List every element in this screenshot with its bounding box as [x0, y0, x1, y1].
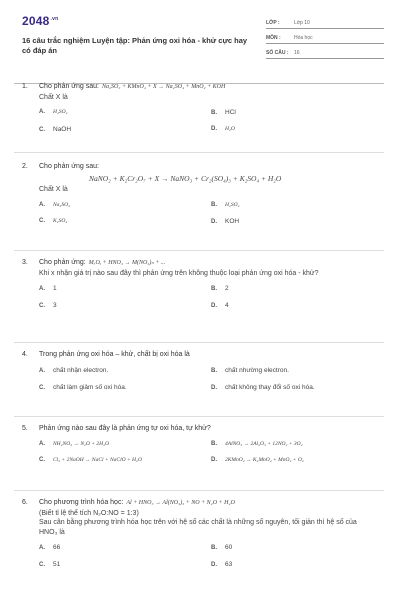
option-letter: D. — [211, 303, 217, 309]
option-b[interactable] — [211, 544, 383, 551]
option-text: chất làm giảm số oxi hóa. — [53, 383, 127, 391]
option-d[interactable] — [211, 126, 383, 133]
question-body — [39, 350, 372, 360]
option-text: Na₂SO₄ — [53, 201, 70, 208]
site-logo[interactable] — [22, 14, 257, 28]
option-text: chất không thay đổi số oxi hóa. — [225, 383, 315, 391]
option-letter: B. — [211, 545, 217, 551]
question-divider — [14, 490, 384, 491]
option-letter: B. — [211, 367, 217, 374]
logo-number: 2048 — [22, 14, 50, 28]
option-letter: B. — [211, 201, 217, 208]
option-text: 4 — [225, 302, 229, 309]
option-text: 63 — [225, 561, 233, 568]
question-header — [22, 350, 372, 360]
option-text: 1 — [53, 285, 57, 292]
option-d[interactable] — [211, 302, 383, 309]
question-line: Khi x nhận giá trị nào sau đây thì phản ứng trên không thuộc loại phản ứng oxi hóa - khử? — [39, 269, 319, 277]
question-equation: NaNO₂ + K₂Cr₂O₇ + X → NaNO₃ + Cr₂(SO₄)₃ + K₂SO₄ + H₂O — [89, 173, 282, 183]
option-b[interactable] — [211, 441, 383, 447]
option-d[interactable] — [211, 457, 383, 463]
option-letter: C. — [39, 303, 45, 309]
header-meta — [266, 14, 384, 59]
option-a[interactable] — [39, 367, 211, 374]
option-text: 2 — [225, 285, 229, 292]
question-divider — [14, 250, 384, 251]
option-letter: B. — [211, 440, 217, 447]
question-body — [39, 424, 372, 434]
question-line: Chất X là — [39, 186, 68, 193]
count-value: 16 — [294, 50, 300, 56]
question-prompt: Cho phản ứng sau: — [39, 163, 99, 170]
option-text: H₂O — [225, 126, 235, 132]
option-text: NaOH — [53, 126, 72, 133]
option-letter: B. — [211, 110, 217, 116]
question-prompt: Cho phản ứng sau: — [39, 83, 99, 90]
question-line: (Biết tỉ lệ thể tích N₂O:NO = 1:3) — [39, 509, 139, 517]
question-header — [22, 258, 372, 278]
question-number: 3. — [22, 259, 28, 266]
question-4 — [22, 350, 372, 391]
option-letter: A. — [39, 440, 45, 447]
option-letter: A. — [39, 367, 45, 374]
question-equation: Na₂SO₃ + KMnO₄ + X → Na₂SO₄ + MnO₂ + KOH — [101, 84, 226, 90]
option-text: chất nhận electron. — [53, 366, 109, 374]
meta-class-row — [266, 14, 384, 29]
option-text: 60 — [225, 544, 233, 551]
option-d[interactable] — [211, 384, 383, 391]
option-letter: D. — [211, 126, 217, 132]
question-prompt: Phản ứng nào sau đây là phản ứng tự oxi hóa, tự khử? — [39, 425, 211, 432]
option-letter: B. — [211, 286, 217, 292]
question-5 — [22, 424, 372, 463]
question-6 — [22, 498, 372, 568]
option-d[interactable] — [211, 561, 383, 568]
option-letter: D. — [211, 218, 217, 225]
question-1 — [22, 82, 372, 133]
option-text: Cl₂ + 2NaOH → NaCl + NaClO + H₂O — [53, 456, 142, 463]
option-letter: D. — [211, 384, 217, 391]
answer-options — [39, 441, 372, 463]
question-divider — [14, 152, 384, 153]
question-header — [22, 82, 372, 102]
question-body — [39, 162, 372, 195]
count-label: SỐ CÂU : — [266, 50, 289, 56]
option-text: H₂SO₄ — [53, 109, 68, 115]
option-text: KOH — [225, 217, 240, 225]
option-a[interactable] — [39, 109, 211, 116]
option-text: 66 — [53, 544, 61, 551]
question-number: 5. — [22, 425, 28, 432]
class-value: Lớp 10 — [294, 20, 310, 26]
answer-options — [39, 367, 372, 391]
question-divider — [14, 416, 384, 417]
question-header — [22, 498, 372, 537]
answer-options — [39, 285, 372, 309]
question-header — [22, 424, 372, 434]
option-b[interactable] — [211, 202, 383, 208]
question-body — [39, 258, 372, 278]
meta-count-row — [266, 44, 384, 59]
question-header — [22, 162, 372, 195]
option-b[interactable] — [211, 285, 383, 292]
subject-label: MÔN : — [266, 35, 281, 41]
question-number: 2. — [22, 163, 28, 170]
subject-value: Hóa học — [294, 35, 313, 41]
question-equation: MₓOᵧ + HNO₃ → M(NO₃)ₙ + ... — [88, 260, 166, 266]
option-c[interactable] — [39, 457, 211, 463]
answer-options — [39, 202, 372, 225]
question-prompt: Cho phản ứng: — [39, 259, 86, 266]
option-letter: C. — [39, 217, 45, 224]
logo-tld: .vn — [50, 16, 59, 23]
option-a[interactable] — [39, 285, 211, 292]
option-text: 3 — [53, 302, 57, 309]
option-c[interactable] — [39, 218, 211, 225]
option-text: HCl — [225, 109, 236, 116]
option-letter: D. — [211, 456, 217, 463]
class-label: LỚP : — [266, 20, 280, 26]
option-letter: A. — [39, 545, 45, 551]
option-letter: A. — [39, 201, 45, 208]
option-letter: C. — [39, 456, 45, 463]
question-3 — [22, 258, 372, 309]
worksheet-header — [22, 14, 386, 59]
option-letter: A. — [39, 286, 45, 292]
option-letter: C. — [39, 384, 45, 391]
option-c[interactable] — [39, 384, 211, 391]
option-text: chất nhường electron. — [225, 366, 289, 374]
option-b[interactable] — [211, 109, 383, 116]
option-c[interactable] — [39, 126, 211, 133]
question-number: 6. — [22, 499, 28, 506]
option-b[interactable] — [211, 367, 383, 374]
question-number: 1. — [22, 83, 28, 90]
question-equation: Al + HNO₃ → Al(NO₃)₃ + NO + N₂O + H₂O — [126, 500, 235, 506]
option-d[interactable] — [211, 218, 383, 225]
option-c[interactable] — [39, 302, 211, 309]
question-2 — [22, 162, 372, 225]
option-text: NH₄NO₃ → N₂O + 2H₂O — [53, 440, 109, 447]
answer-options — [39, 109, 372, 133]
option-c[interactable] — [39, 561, 211, 568]
question-divider — [14, 342, 384, 343]
option-text: 51 — [53, 561, 61, 568]
question-line: Sau cân bằng phương trình hóa học trên với hệ số các chất là những số nguyên, tối giản thì hệ số của HNO₃ là — [39, 519, 357, 536]
option-a[interactable] — [39, 441, 211, 447]
header-left — [22, 14, 257, 59]
document-title: 16 câu trắc nghiệm Luyện tập: Phản ứng oxi hóa - khử cực hay có đáp án — [22, 36, 248, 55]
meta-subject-row — [266, 29, 384, 44]
option-letter: C. — [39, 127, 45, 133]
answer-options — [39, 544, 372, 568]
question-prompt: Cho phương trình hóa học: — [39, 499, 124, 506]
option-letter: A. — [39, 109, 45, 115]
option-letter: C. — [39, 562, 45, 568]
option-text: H₂SO₄ — [225, 201, 240, 208]
question-prompt: Trong phản ứng oxi hóa – khử, chất bị oxi hóa là — [39, 351, 190, 358]
option-letter: D. — [211, 562, 217, 568]
option-a[interactable] — [39, 544, 211, 551]
question-number: 4. — [22, 351, 28, 358]
question-line: Chất X là — [39, 93, 68, 101]
option-a[interactable] — [39, 202, 211, 208]
question-body — [39, 82, 372, 102]
option-text: 2KMnO₄ → K₂MnO₄ + MnO₂ + O₂ — [225, 456, 304, 463]
option-text: 4AlNO₃ → 2Al₂O₃ + 12NO₂ + 3O₂ — [225, 440, 303, 447]
question-body — [39, 498, 372, 537]
option-text: K₂SO₄ — [53, 217, 68, 224]
